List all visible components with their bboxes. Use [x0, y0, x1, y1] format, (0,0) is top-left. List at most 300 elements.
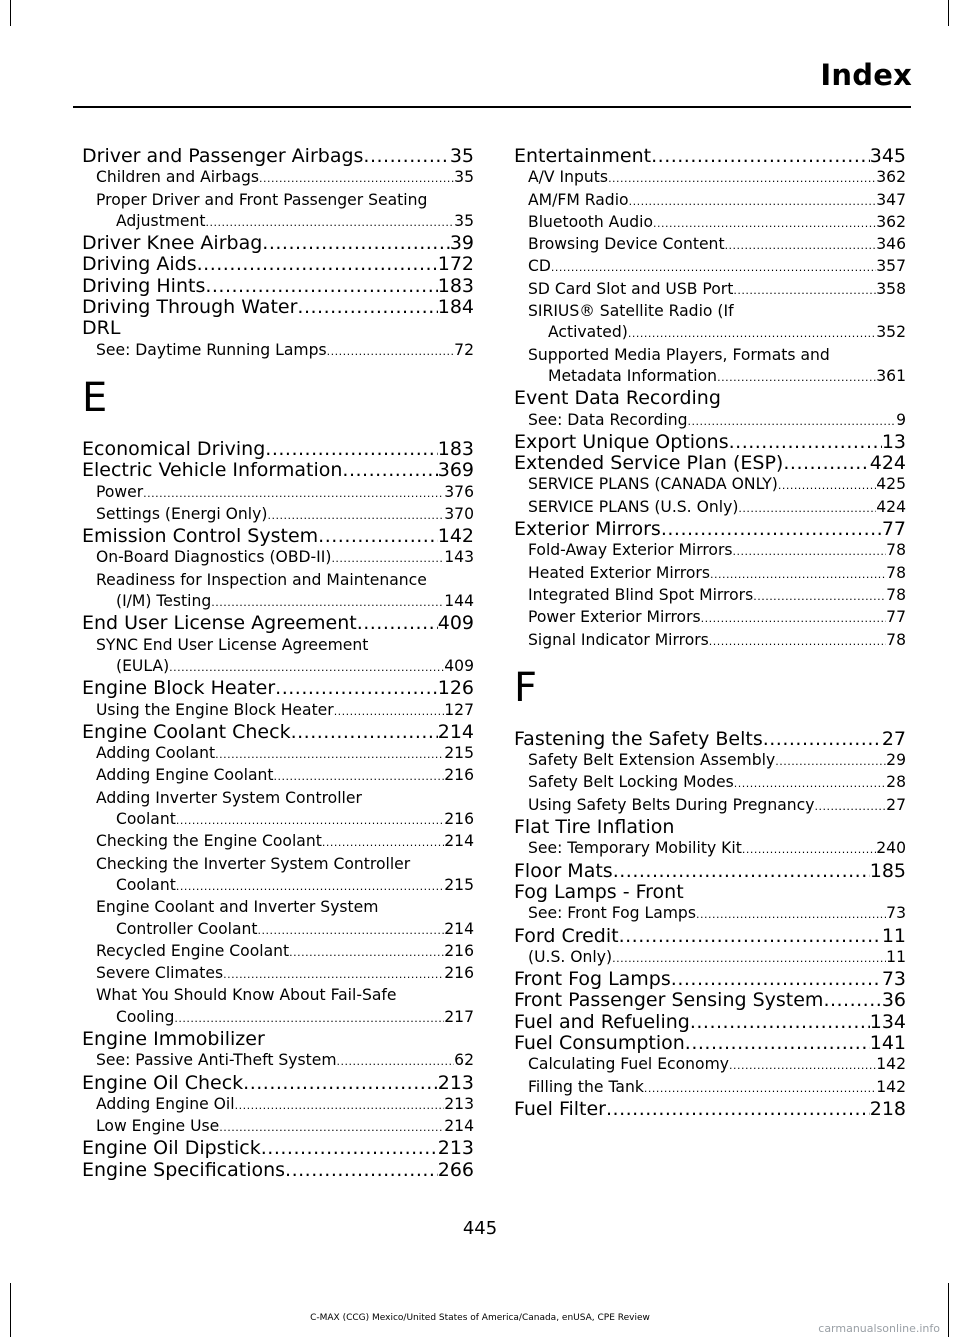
entry-text: Bluetooth Audio	[528, 212, 653, 231]
dot-leader	[783, 453, 869, 474]
dot-leader	[551, 257, 876, 278]
index-subentry	[82, 765, 474, 787]
entry-text: Fuel Consumption	[514, 1031, 685, 1054]
entry-text: Settings (Energi Only)	[96, 504, 268, 523]
entry-text: Fold-Away Exterior Mirrors	[528, 541, 733, 560]
index-subentry	[514, 947, 906, 969]
index-subentry	[82, 831, 474, 853]
dot-leader	[701, 608, 887, 629]
index-entry	[514, 146, 906, 167]
entry-text: Fastening the Safety Belts	[514, 727, 763, 750]
page-reference: 144	[444, 592, 474, 611]
dot-leader	[143, 483, 444, 504]
page-reference: 35	[449, 145, 474, 167]
entry-text: Severe Climates	[96, 964, 224, 983]
index-entry	[514, 453, 906, 474]
page-reference: 357	[876, 257, 906, 276]
dot-leader	[215, 744, 444, 765]
index-column-right	[514, 146, 906, 1120]
entry-text: Children and Airbags	[96, 168, 260, 187]
entry-text: Adding Engine Oil	[96, 1094, 235, 1113]
page-reference: 126	[437, 677, 474, 700]
page-reference: 78	[886, 630, 906, 649]
footer-text: C-MAX (CCG) Mexico/United States of America/Canada, enUSA, CPE Review	[310, 1313, 650, 1323]
entry-text: Adding Inverter System Controller	[96, 788, 362, 807]
entry-text: Driving Through Water	[82, 296, 298, 319]
dot-leader	[206, 212, 455, 233]
entry-text: Economical Driving	[82, 437, 266, 460]
entry-text: Metadata Information	[548, 366, 718, 385]
dot-leader	[717, 367, 876, 388]
index-entry	[82, 1138, 474, 1159]
index-entry	[82, 276, 474, 297]
page-reference: 72	[454, 340, 474, 359]
section-letter: E	[82, 374, 108, 421]
index-entry	[82, 678, 474, 699]
dot-leader	[327, 341, 455, 362]
entry-text: Heated Exterior Mirrors	[528, 563, 710, 582]
page-reference: 28	[886, 773, 906, 792]
dot-leader	[775, 751, 886, 772]
index-entry	[514, 432, 906, 453]
index-entry	[514, 729, 906, 750]
dot-leader	[357, 613, 438, 634]
page-reference: 11	[886, 947, 906, 966]
dot-leader	[265, 439, 437, 460]
entry-text: Browsing Device Content	[528, 235, 725, 254]
index-subentry-continued	[82, 1007, 474, 1029]
entry-text: AM/FM Radio	[528, 190, 629, 209]
index-subentry	[82, 482, 474, 504]
page-reference: 347	[876, 190, 906, 209]
index-subheading	[82, 190, 474, 211]
entry-text: Ford Credit	[514, 924, 619, 947]
dot-leader	[267, 505, 444, 526]
index-subheading	[514, 301, 906, 322]
page-reference: 29	[886, 751, 906, 770]
index-subentry-continued	[82, 809, 474, 831]
dot-leader	[753, 586, 886, 607]
dot-leader	[651, 146, 870, 167]
entry-text: A/V Inputs	[528, 168, 609, 187]
page-reference: 142	[876, 1077, 906, 1096]
page-reference: 216	[444, 766, 474, 785]
dot-leader	[259, 168, 454, 189]
crop-mark-bottom-left	[10, 1283, 11, 1337]
dot-leader	[258, 920, 445, 941]
entry-text: Engine Oil Dipstick	[82, 1137, 261, 1160]
watermark: carmanualsonline.info	[818, 1322, 940, 1335]
index-subentry	[82, 963, 474, 985]
entry-text: Low Engine Use	[96, 1117, 220, 1136]
dot-leader	[285, 1160, 438, 1181]
entry-text: SD Card Slot and USB Port	[528, 279, 734, 298]
page-reference: 215	[444, 744, 474, 763]
index-entry	[82, 1073, 474, 1094]
index-subentry	[514, 410, 906, 432]
dot-leader	[738, 498, 876, 519]
dot-leader	[262, 233, 450, 254]
page-reference: 142	[876, 1055, 906, 1074]
page-reference: 409	[444, 656, 474, 675]
page-reference: 266	[437, 1158, 474, 1181]
page-reference: 183	[437, 437, 474, 460]
index-subentry	[514, 256, 906, 278]
dot-leader	[197, 254, 438, 275]
entry-text: Driving Hints	[82, 274, 206, 297]
index-subentry	[514, 497, 906, 519]
index-subentry	[82, 1116, 474, 1138]
dot-leader	[729, 1055, 876, 1076]
index-subentry	[82, 941, 474, 963]
entry-text: Event Data Recording	[514, 387, 721, 410]
dot-leader	[710, 564, 886, 585]
index-subentry-continued	[82, 875, 474, 897]
index-subheading	[82, 635, 474, 656]
page-reference: 172	[437, 253, 474, 276]
index-subentry-continued	[514, 322, 906, 344]
index-subheading	[82, 985, 474, 1006]
index-subentry	[514, 234, 906, 256]
index-subheading	[82, 897, 474, 918]
page-reference: 214	[444, 919, 474, 938]
dot-leader	[613, 861, 870, 882]
index-subentry	[82, 167, 474, 189]
entry-text: Engine Coolant and Inverter System	[96, 898, 379, 917]
dot-leader	[274, 766, 445, 787]
page-number: 445	[462, 1218, 498, 1239]
page-reference: 216	[444, 941, 474, 960]
entry-text: (U.S. Only)	[528, 947, 613, 966]
index-entry	[82, 146, 474, 167]
entry-text: Integrated Blind Spot Mirrors	[528, 585, 754, 604]
dot-leader	[297, 297, 437, 318]
entry-text: Extended Service Plan (ESP)	[514, 452, 784, 475]
entry-text: Supported Media Players, Formats and	[528, 345, 830, 364]
entry-text: Calculating Fuel Economy	[528, 1055, 729, 1074]
dot-leader	[606, 1099, 870, 1120]
dot-leader	[823, 990, 881, 1011]
page-reference: 35	[454, 168, 474, 187]
dot-leader	[709, 631, 886, 652]
entry-text: See: Daytime Running Lamps	[96, 340, 327, 359]
entry-text: Checking the Engine Coolant	[96, 832, 322, 851]
entry-text: Export Unique Options	[514, 430, 729, 453]
entry-text: CD	[528, 257, 551, 276]
entry-text: See: Front Fog Lamps	[528, 904, 696, 923]
entry-text: (I/M) Testing	[116, 592, 212, 611]
index-subentry	[82, 700, 474, 722]
index-subentry	[514, 903, 906, 925]
index-entry	[82, 526, 474, 547]
dot-leader	[814, 796, 886, 817]
index-entry	[82, 233, 474, 254]
section-letter: F	[514, 664, 538, 711]
index-subentry-continued	[82, 656, 474, 678]
index-subentry	[514, 750, 906, 772]
page-reference: 62	[454, 1051, 474, 1070]
index-entry	[514, 519, 906, 540]
page-title: Index	[820, 58, 912, 92]
page-reference: 213	[437, 1071, 474, 1094]
entry-text: Safety Belt Extension Assembly	[528, 751, 776, 770]
index-heading	[514, 882, 906, 903]
index-subentry	[82, 743, 474, 765]
dot-leader	[322, 832, 444, 853]
page-reference: 216	[444, 964, 474, 983]
entry-text: Safety Belt Locking Modes	[528, 773, 734, 792]
page-reference: 215	[444, 875, 474, 894]
page-reference: 184	[437, 296, 474, 319]
entry-text: Filling the Tank	[528, 1077, 644, 1096]
entry-text: Readiness for Inspection and Maintenance	[96, 570, 427, 589]
crop-mark-bottom-right	[948, 1283, 949, 1337]
page-reference: 376	[444, 482, 474, 501]
dot-leader	[235, 1095, 445, 1116]
dot-leader	[176, 876, 444, 897]
entry-text: (EULA)	[116, 656, 170, 675]
page-reference: 36	[881, 989, 906, 1012]
index-subheading	[82, 788, 474, 809]
entry-text: DRL	[82, 317, 121, 340]
index-subentry	[514, 1054, 906, 1076]
index-heading	[82, 1029, 474, 1050]
dot-leader	[342, 460, 437, 481]
dot-leader	[291, 722, 438, 743]
index-subentry	[514, 279, 906, 301]
dot-leader	[331, 548, 444, 569]
index-subentry	[514, 190, 906, 212]
entry-text: Coolant	[116, 810, 176, 829]
dot-leader	[628, 323, 876, 344]
page-reference: 240	[876, 839, 906, 858]
entry-text: Adding Engine Coolant	[96, 766, 274, 785]
crop-mark-top-right	[948, 0, 949, 26]
entry-text: Checking the Inverter System Controller	[96, 854, 411, 873]
entry-text: Engine Oil Check	[82, 1071, 244, 1094]
index-subentry	[82, 1094, 474, 1116]
entry-text: On-Board Diagnostics (OBD-II)	[96, 548, 332, 567]
page-reference: 39	[449, 232, 474, 255]
index-subentry	[514, 540, 906, 562]
dot-leader	[219, 1117, 444, 1138]
index-subentry-continued	[82, 919, 474, 941]
dot-leader	[644, 1078, 876, 1099]
dot-leader	[608, 168, 876, 189]
page-reference: 78	[886, 541, 906, 560]
page-reference: 218	[869, 1097, 906, 1120]
index-subheading	[82, 570, 474, 591]
index-subentry-continued	[82, 211, 474, 233]
entry-text: Power	[96, 482, 144, 501]
entry-text: Fuel Filter	[514, 1097, 606, 1120]
entry-text: What You Should Know About Fail-Safe	[96, 986, 397, 1005]
entry-text: Driver Knee Airbag	[82, 232, 263, 255]
entry-text: End User License Agreement	[82, 612, 357, 635]
page-reference: 127	[444, 700, 474, 719]
page-reference: 361	[876, 366, 906, 385]
dot-leader	[729, 432, 882, 453]
page-reference: 345	[869, 145, 906, 167]
entry-text: Cooling	[116, 1007, 175, 1026]
entry-text: Using the Engine Block Heater	[96, 700, 334, 719]
page-reference: 27	[881, 727, 906, 750]
entry-text: Proper Driver and Front Passenger Seating	[96, 190, 428, 209]
page-reference: 358	[876, 279, 906, 298]
page-reference: 73	[886, 904, 906, 923]
index-entry	[82, 1160, 474, 1181]
index-entry	[514, 1099, 906, 1120]
index-entry	[82, 254, 474, 275]
dot-leader	[742, 839, 876, 860]
index-entry	[514, 861, 906, 882]
dot-leader	[174, 1008, 444, 1029]
entry-text: Engine Immobilizer	[82, 1027, 265, 1050]
entry-text: SERVICE PLANS (U.S. Only)	[528, 497, 739, 516]
page-reference: 77	[886, 608, 906, 627]
entry-text: Fuel and Refueling	[514, 1010, 690, 1033]
page-reference: 77	[881, 518, 906, 541]
dot-leader	[205, 276, 437, 297]
page-reference: 425	[876, 475, 906, 494]
entry-text: See: Temporary Mobility Kit	[528, 839, 742, 858]
index-entry	[82, 722, 474, 743]
page-reference: 369	[437, 459, 474, 482]
dot-leader	[619, 926, 882, 947]
dot-leader	[318, 526, 438, 547]
entry-text: Driving Aids	[82, 253, 197, 276]
entry-text: Front Fog Lamps	[514, 968, 671, 991]
page-reference: 13	[881, 430, 906, 453]
page-reference: 352	[876, 323, 906, 342]
page-reference: 213	[444, 1094, 474, 1113]
index-entry	[514, 969, 906, 990]
entry-text: Engine Specifications	[82, 1158, 286, 1181]
dot-leader	[725, 235, 877, 256]
entry-text: SERVICE PLANS (CANADA ONLY)	[528, 475, 778, 494]
entry-text: Controller Coolant	[116, 919, 258, 938]
index-entry	[82, 439, 474, 460]
page-reference: 346	[876, 235, 906, 254]
index-column-left	[82, 146, 474, 1181]
entry-text: Engine Coolant Check	[82, 720, 291, 743]
page-reference: 142	[437, 525, 474, 548]
page-reference: 214	[437, 720, 474, 743]
index-subentry	[514, 474, 906, 496]
page-reference: 217	[444, 1007, 474, 1026]
index-subentry	[514, 772, 906, 794]
dot-leader	[687, 411, 896, 432]
index-subentry	[514, 607, 906, 629]
entry-text: Power Exterior Mirrors	[528, 608, 701, 627]
index-subentry-continued	[514, 366, 906, 388]
entry-text: SIRIUS® Satellite Radio (If	[528, 302, 734, 321]
dot-leader	[733, 541, 887, 562]
dot-leader	[733, 280, 876, 301]
dot-leader	[363, 146, 449, 167]
entry-text: Engine Block Heater	[82, 677, 276, 700]
dot-leader	[612, 948, 886, 969]
dot-leader	[690, 1012, 870, 1033]
page-reference: 9	[896, 410, 906, 429]
page-reference: 27	[886, 795, 906, 814]
index-subentry	[514, 212, 906, 234]
dot-leader	[763, 729, 882, 750]
index-subentry	[82, 340, 474, 362]
page-reference: 370	[444, 504, 474, 523]
page-reference: 362	[876, 212, 906, 231]
index-subentry-continued	[82, 591, 474, 613]
page-reference: 214	[444, 1117, 474, 1136]
dot-leader	[685, 1033, 870, 1054]
entry-text: Entertainment	[514, 145, 652, 167]
index-entry	[514, 990, 906, 1011]
index-subentry	[514, 838, 906, 860]
dot-leader	[671, 969, 882, 990]
page-reference: 362	[876, 168, 906, 187]
dot-leader	[289, 942, 444, 963]
entry-text: Front Passenger Sensing System	[514, 989, 824, 1012]
dot-leader	[734, 773, 886, 794]
dot-leader	[629, 191, 877, 212]
index-subentry	[514, 630, 906, 652]
dot-leader	[261, 1138, 438, 1159]
dot-leader	[653, 213, 876, 234]
entry-text: Exterior Mirrors	[514, 518, 661, 541]
dot-leader	[211, 592, 444, 613]
index-entry	[514, 1012, 906, 1033]
page-reference: 134	[869, 1010, 906, 1033]
dot-leader	[243, 1073, 438, 1094]
dot-leader	[334, 701, 445, 722]
dot-leader	[223, 964, 444, 985]
dot-leader	[169, 657, 444, 678]
entry-text: Adjustment	[116, 211, 206, 230]
entry-text: Floor Mats	[514, 859, 613, 882]
entry-text: See: Data Recording	[528, 410, 688, 429]
entry-text: Emission Control System	[82, 525, 319, 548]
dot-leader	[696, 904, 886, 925]
entry-text: Driver and Passenger Airbags	[82, 145, 364, 167]
page-reference: 78	[886, 563, 906, 582]
index-subentry	[82, 547, 474, 569]
dot-leader	[176, 810, 444, 831]
index-subentry	[82, 504, 474, 526]
page-reference: 214	[444, 832, 474, 851]
page-reference: 141	[869, 1031, 906, 1054]
page-reference: 213	[437, 1137, 474, 1160]
entry-text: Recycled Engine Coolant	[96, 941, 290, 960]
page-reference: 183	[437, 274, 474, 297]
page-reference: 185	[869, 859, 906, 882]
entry-text: Activated)	[548, 323, 628, 342]
index-subheading	[514, 345, 906, 366]
index-heading	[514, 817, 906, 838]
page-reference: 143	[444, 548, 474, 567]
page-reference: 409	[437, 612, 474, 635]
page-reference: 424	[876, 497, 906, 516]
index-entry	[514, 1033, 906, 1054]
entry-text: Using Safety Belts During Pregnancy	[528, 795, 815, 814]
index-heading	[82, 318, 474, 339]
dot-leader	[337, 1051, 455, 1072]
entry-text: Fog Lamps - Front	[514, 880, 684, 903]
crop-mark-top-left	[10, 0, 11, 26]
entry-text: Signal Indicator Mirrors	[528, 630, 709, 649]
index-subentry	[514, 795, 906, 817]
entry-text: Electric Vehicle Information	[82, 459, 343, 482]
index-subentry	[514, 167, 906, 189]
